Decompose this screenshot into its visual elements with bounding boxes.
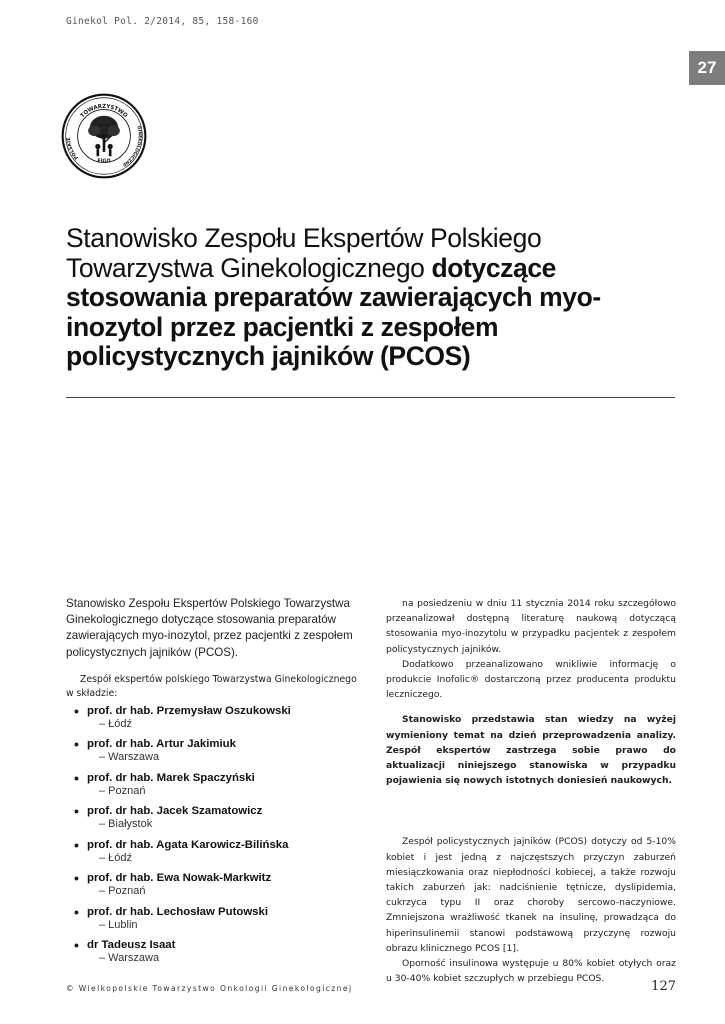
- list-item: [74, 903, 366, 933]
- expert-panel-list: [66, 704, 366, 966]
- member-name: prof. dr hab. Marek Spaczyński: [87, 771, 255, 784]
- bullet-icon: •: [74, 769, 79, 786]
- svg-text:GINEKOLOGICZNE: GINEKOLOGICZNE: [121, 125, 142, 167]
- product-info-paragraph: Dodatkowo przeanalizowano wnikliwie informację o produkcie Inofolic® dostarczoną przez producenta produktu leczniczego.: [386, 658, 676, 701]
- position-statement-intro: Stanowisko Zespołu Ekspertów Polskiego Towarzystwa Ginekologicznego dotyczące stosowania preparatów zawierających myo-inozytol, przez pacjentki z zespołem policystycznych jajników (PCOS).: [66, 597, 353, 659]
- society-seal-icon: [60, 92, 148, 180]
- member-name: dr Tadeusz Isaat: [87, 939, 176, 952]
- title-regular-part: Stanowisko Zespołu Ekspertów Polskiego Towarzystwa Ginekologicznego: [66, 223, 542, 283]
- list-item: [74, 702, 366, 732]
- member-name: prof. dr hab. Przemysław Oszukowski: [87, 704, 291, 717]
- bullet-icon: •: [74, 903, 79, 920]
- member-city: – Warszawa: [99, 751, 160, 764]
- title-divider: [66, 397, 675, 398]
- svg-text:TOWARZYSTWO: TOWARZYSTWO: [79, 103, 129, 120]
- list-item: [74, 803, 366, 832]
- member-name: prof. dr hab. Artur Jakimiuk: [87, 738, 236, 751]
- svg-text:POLSKIE: POLSKIE: [66, 137, 80, 160]
- bullet-icon: •: [74, 836, 79, 853]
- page-number: 127: [651, 979, 676, 994]
- member-name: prof. dr hab. Agata Karowicz-Bilińska: [87, 838, 289, 851]
- list-item: [74, 769, 366, 799]
- insulin-resistance-paragraph: Oporność insulinowa występuje u 80% kobiet otyłych oraz u 30-40% kobiet szczupłych w przebiegu PCOS.: [386, 958, 676, 985]
- member-city: – Warszawa: [99, 952, 160, 965]
- chapter-number-tab: 27: [689, 51, 725, 85]
- pcos-definition-paragraph: Zespół policystycznych jajników (PCOS) dotyczy od 5-10% kobiet i jest jedną z najczęstszych przyczyn zaburzeń miesiączkowania oraz niepłodności kobiecej, a także rozwoju takich zaburzeń jak: nadciśnienie tętnicze, dyslipidemia, cukrzyca typu II oraz choroby sercowo-naczyniowe. Zmniejszona wrażliwość tkanek na insulinę, prowadząca do hiperinsulinemii stanowi podstawową przyczynę rozwoju obrazu klinicznego PCOS [1].: [386, 836, 676, 954]
- member-name: prof. dr hab. Jacek Szamatowicz: [87, 805, 263, 818]
- member-city: – Łódź: [99, 717, 133, 730]
- list-item: [74, 937, 366, 966]
- member-name: prof. dr hab. Lechosław Putowski: [87, 905, 269, 918]
- member-city: – Łódź: [99, 851, 133, 864]
- member-city: – Białystok: [99, 818, 153, 831]
- article-title: [66, 224, 666, 372]
- journal-reference: Ginekol Pol. 2/2014, 85, 158-160: [66, 16, 259, 27]
- member-city: – Poznań: [99, 885, 146, 898]
- expert-panel-intro: Zespół ekspertów polskiego Towarzystwa Ginekologicznego w składzie:: [66, 673, 357, 700]
- meeting-paragraph: na posiedzeniu w dniu 11 stycznia 2014 roku szczegółowo przeanalizował dostępną literaturę naukową dotyczącą stosowania myo-inozytolu w przypadku pacjentek z zespołem policystycznych jajników.: [386, 598, 676, 655]
- bullet-icon: •: [74, 736, 79, 753]
- list-item: [74, 870, 366, 899]
- bullet-icon: •: [74, 937, 79, 954]
- bullet-icon: •: [74, 702, 79, 719]
- member-city: – Poznań: [99, 784, 146, 797]
- svg-text:FIGO: FIGO: [97, 159, 111, 165]
- right-column: [386, 596, 676, 986]
- bullet-icon: •: [74, 870, 79, 887]
- list-item: [74, 836, 366, 866]
- title-bold-part: dotyczące stosowania preparatów zawierających myo-inozytol przez pacjentki z zespołem policystycznych jajników (PCOS): [66, 252, 601, 371]
- member-name: prof. dr hab. Ewa Nowak-Markwitz: [87, 872, 272, 885]
- footer-copyright: © Wielkopolskie Towarzystwo Onkologii Ginekologicznej: [66, 984, 353, 993]
- left-column: [66, 596, 366, 972]
- list-item: [74, 736, 366, 765]
- member-city: – Lublin: [99, 918, 138, 931]
- disclaimer-paragraph: Stanowisko przedstawia stan wiedzy na wyżej wymieniony temat na dzień przeprowadzenia analizy. Zespół ekspertów zastrzega sobie prawo do aktualizacji niniejszego stanowiska w przypadku pojawienia się nowych istotnych doniesień naukowych.: [386, 714, 676, 787]
- bullet-icon: •: [74, 803, 79, 820]
